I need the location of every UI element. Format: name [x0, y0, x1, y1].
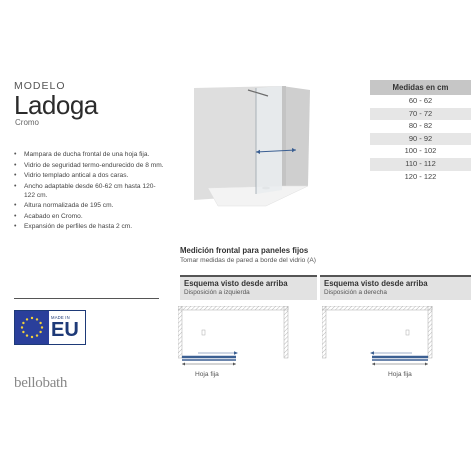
- feature-item: • Ancho adaptable desde 60-62 cm hasta 120-122 cm.: [14, 182, 164, 200]
- diagram-title: Esquema visto desde arriba: [324, 279, 428, 288]
- fixed-panel-label: Hoja fija: [388, 371, 412, 378]
- feature-list: [14, 150, 164, 233]
- size-table: [370, 80, 471, 183]
- size-table-header: Medidas en cm: [370, 80, 471, 95]
- diagram-subtitle: Disposición a derecha: [324, 289, 387, 296]
- size-row: 80 - 82: [408, 121, 433, 131]
- size-row: 70 - 72: [370, 108, 471, 121]
- made-in-label: MADE IN: [51, 315, 70, 320]
- divider: [14, 298, 159, 299]
- size-row: 120 - 122: [404, 171, 437, 181]
- size-row: 90 - 92: [370, 133, 471, 146]
- diagram-header-right: [320, 275, 471, 300]
- feature-item: • Expansión de perfiles de hasta 2 cm.: [14, 222, 164, 231]
- model-finish: Cromo: [15, 118, 40, 127]
- feature-item: • Mampara de ducha frontal de una hoja fija.: [14, 150, 164, 159]
- measurement-title: Medición frontal para paneles fijos: [180, 246, 309, 255]
- diagram-right-layout: [322, 306, 438, 373]
- diagram-header-left: [180, 275, 317, 300]
- feature-item: • Vidrio de seguridad termo-endurecido de 8 mm.: [14, 161, 164, 170]
- diagram-subtitle: Disposición a izquierda: [184, 289, 250, 296]
- diagram-left-layout: [178, 306, 294, 373]
- product-image: [190, 82, 315, 215]
- size-row: 100 - 102: [404, 146, 437, 156]
- model-name: Ladoga: [14, 90, 98, 120]
- measurement-subtitle: Tomar medidas de pared a borde del vidrio (A): [180, 257, 316, 264]
- size-row: 110 - 112: [370, 158, 471, 171]
- feature-item: • Vidrio templado antical a dos caras.: [14, 171, 164, 180]
- feature-item: • Acabado en Cromo.: [14, 212, 164, 221]
- model-label: MODELO: [14, 80, 66, 92]
- eu-flag-icon: [15, 311, 49, 344]
- size-row: 60 - 62: [408, 96, 433, 105]
- made-in-eu-badge: [14, 310, 86, 345]
- eu-label: EU: [51, 319, 79, 341]
- fixed-panel-label: Hoja fija: [195, 371, 219, 378]
- diagram-title: Esquema visto desde arriba: [184, 279, 288, 288]
- brand-logo: bellobath: [14, 375, 68, 391]
- feature-item: • Altura normalizada de 195 cm.: [14, 201, 164, 210]
